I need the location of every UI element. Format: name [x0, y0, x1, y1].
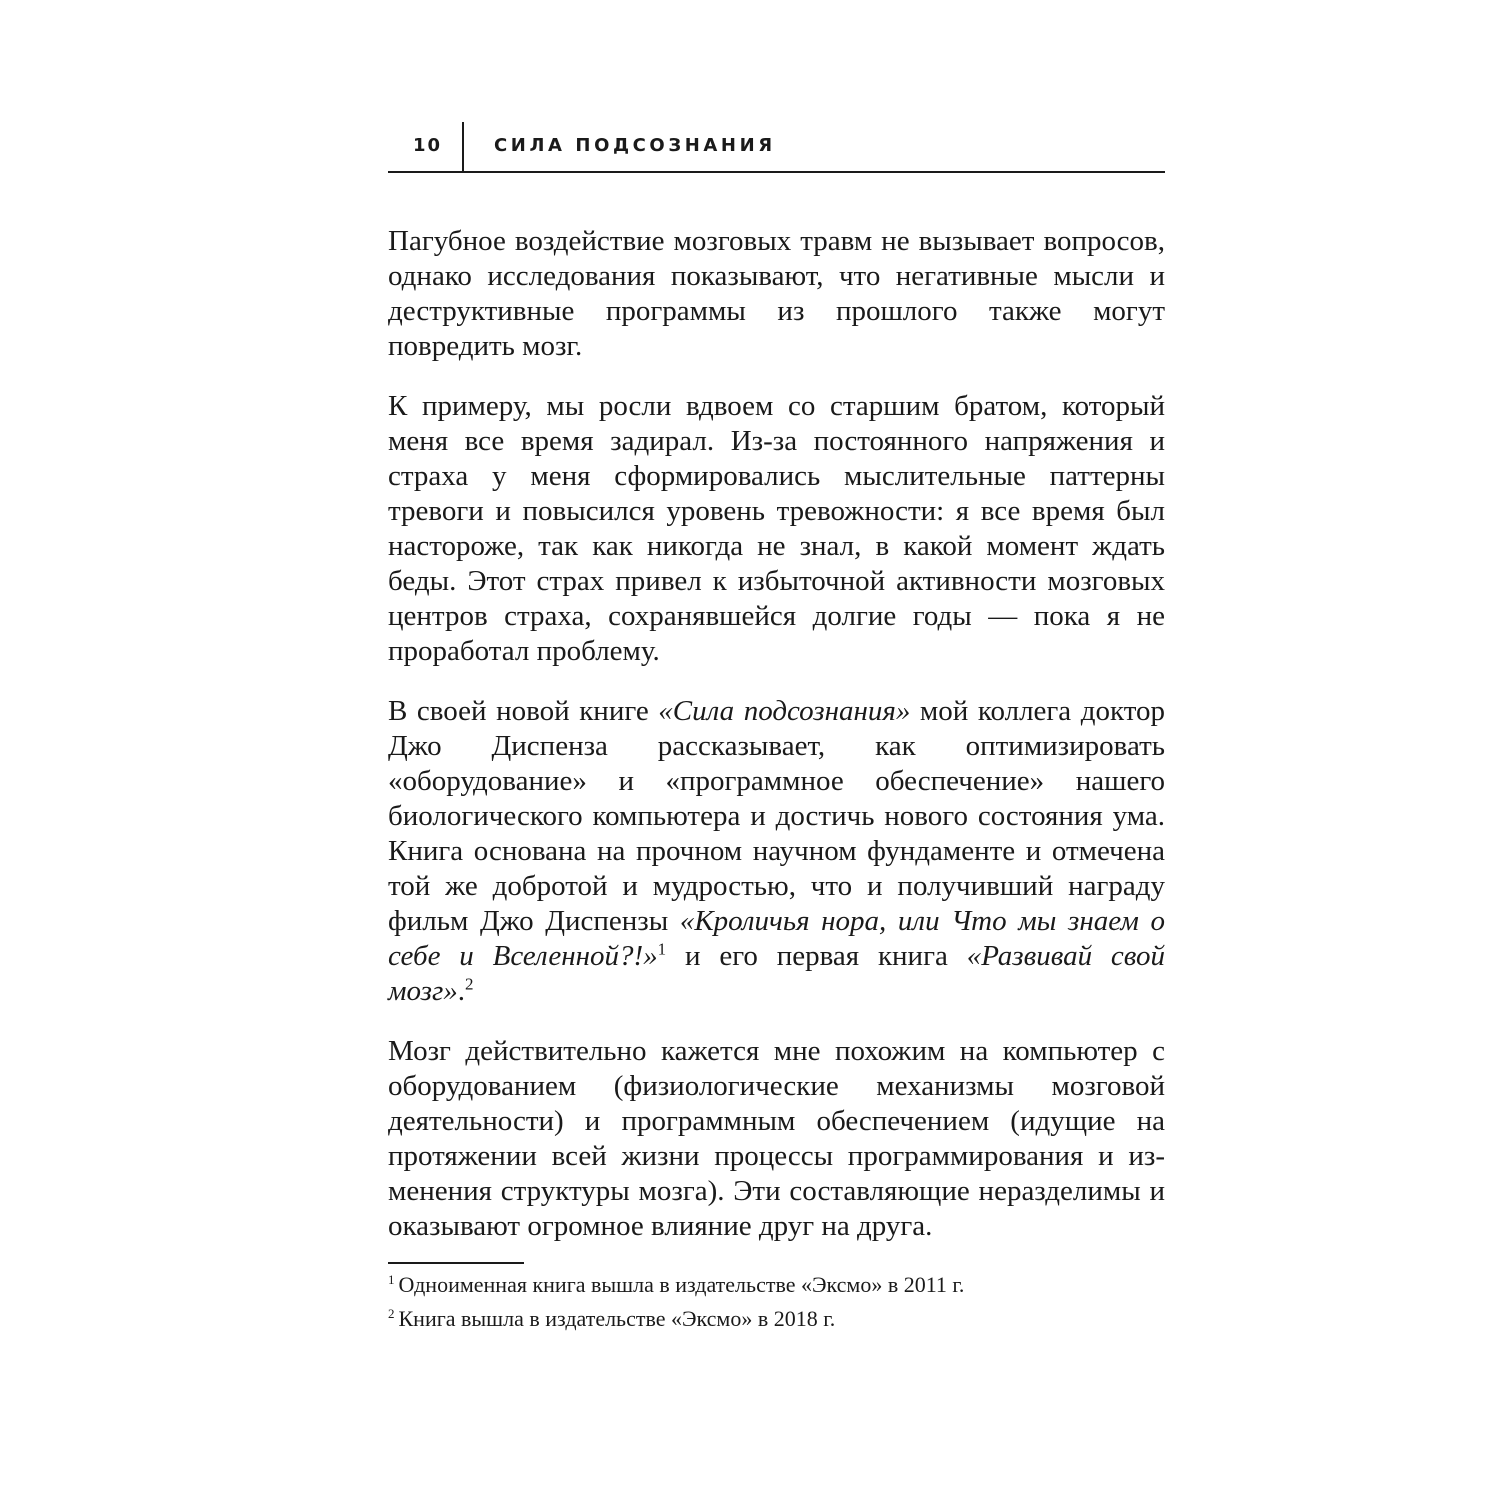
text-run: Мозг действительно кажется мне похожим на компьютер с оборудованием (физиологические механизмы мозговой деятельности) и программным обеспечением (идущие на протяжении всей жизни процессы программирования и изменения структуры мозга). Эти составляющие неразделимы и оказывают огромное влияние друг на друга.	[388, 1035, 1165, 1242]
footnote-number: 2	[388, 1305, 395, 1321]
footnote-text: Одноименная книга вышла в издательстве «Эксмо» в 2011 г.	[398, 1272, 965, 1297]
text-run: .	[457, 975, 466, 1007]
text-run: мой коллега доктор Джо Диспенза рассказывает, как оптимизировать «оборудование» и «программное обеспечение» нашего биологического компьютера и достичь нового состояния ума. Книга основана на прочном научном фундаменте и отмечена той же добротой и мудростью, что и получивший награду фильм Джо Диспензы	[388, 695, 1165, 937]
paragraph	[388, 1034, 1165, 1244]
paragraph	[388, 224, 1165, 364]
running-title: СИЛА ПОДСОЗНАНИЯ	[494, 135, 776, 156]
page-header	[388, 122, 1165, 172]
text-run: К примеру, мы росли вдвоем со старшим братом, который меня все время задирал. Из-за постоянного напряжения и страха у меня сформировались мыслительные паттерны тревоги и повысился уровень тревожности: я все время был настороже, так как никогда не знал, в какой момент ждать беды. Этот страх привел к избыточной активности мозговых центров страха, сохранявшейся долгие годы — пока я не проработал проблему.	[388, 390, 1165, 667]
page-number: 10	[413, 135, 443, 156]
text-run: Пагубное воздействие мозговых травм не вызывает вопросов, однако исследования показывают, что негативные мысли и деструктивные программы из прошлого также могут повредить мозг.	[388, 225, 1165, 362]
footnotes	[388, 1268, 1165, 1336]
header-rule	[388, 171, 1165, 173]
paragraph	[388, 694, 1165, 1009]
book-title: «Кроличья нора, или Что мы знаем о себе и Вселенной?!»	[388, 905, 1166, 972]
text-run: и его первая книга	[666, 940, 967, 972]
footnote-rule	[388, 1262, 524, 1264]
footnote	[388, 1268, 1165, 1302]
footnote-text: Книга вышла в издательстве «Эксмо» в 2018 г.	[398, 1306, 836, 1331]
footnote-ref: 2	[465, 974, 474, 994]
body-text	[388, 224, 1165, 1269]
book-title: «Развивай свой мозг»	[388, 940, 1166, 1007]
header-divider	[462, 122, 464, 172]
footnote	[388, 1302, 1165, 1336]
footnote-ref: 1	[657, 939, 667, 959]
paragraph	[388, 389, 1165, 669]
footnote-number: 1	[388, 1271, 395, 1287]
book-title: «Сила подсознания»	[658, 695, 911, 727]
text-run: В своей новой книге	[388, 695, 659, 727]
